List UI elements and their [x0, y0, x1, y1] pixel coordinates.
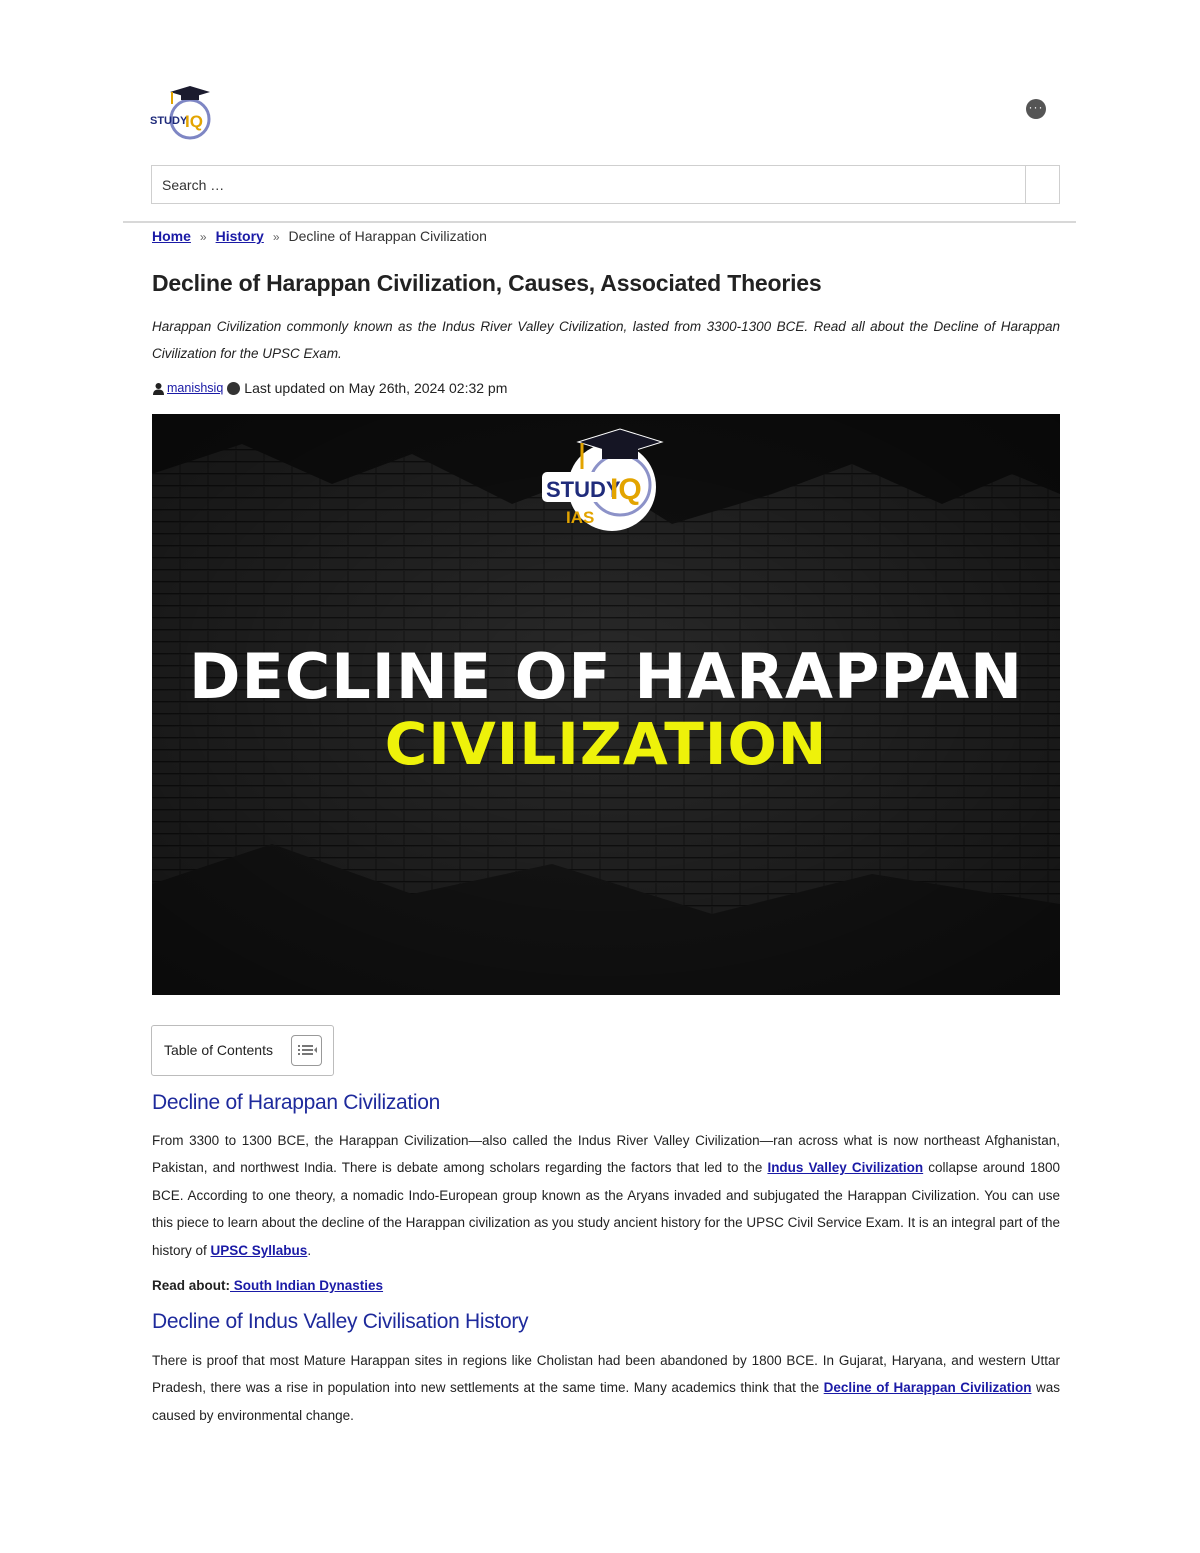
breadcrumb-separator: »	[199, 230, 207, 244]
upsc-syllabus-link[interactable]: UPSC Syllabus	[210, 1242, 308, 1258]
toc-toggle-button[interactable]	[291, 1035, 322, 1066]
hero-logo-study: STUDY	[546, 477, 621, 502]
svg-text:STUDY: STUDY	[150, 115, 188, 127]
section-heading-decline: Decline of Harappan Civilization	[152, 1091, 441, 1114]
decline-harappan-link[interactable]: Decline of Harappan Civilization	[823, 1380, 1032, 1396]
author-icon	[152, 382, 165, 395]
section2-paragraph: There is proof that most Mature Harappan sites in regions like Cholistan had been abandoned by 1800 BCE. In Gujarat, Haryana, and western Uttar Pradesh, there was a rise in population into new settlements at the same time. Many academics think that the Decline of Harappan Civilization was caused by environmental change.	[152, 1353, 1060, 1423]
section1-paragraph: From 3300 to 1300 BCE, the Harappan Civilization—also called the Indus River Valley Civilization—ran across what is now northeast Afghanistan, Pakistan, and northwest India. There is debate among scholars regarding the factors that led to the Indus Valley Civilization collapse around 1800 BCE. According to one theory, a nomadic Indo-European group known as the Aryans invaded and subjugated the Harappan Civilization. You can use this piece to learn about the decline of the Harappan civilization as you study ancient history for the UPSC Civil Service Exam. It is an integral part of the history of UPSC Syllabus.	[152, 1133, 1061, 1258]
last-updated: Last updated on May 26th, 2024 02:32 pm	[244, 380, 508, 396]
studyiq-logo[interactable]	[148, 84, 214, 142]
table-of-contents[interactable]	[151, 1025, 334, 1076]
hero-logo-ias: IAS	[566, 508, 595, 527]
author-link[interactable]: manishsiq	[167, 381, 224, 395]
read-about-label: Read about:	[152, 1278, 231, 1293]
hero-studyiq-ias-logo	[540, 427, 670, 535]
article-meta	[152, 380, 507, 396]
south-indian-dynasties-link[interactable]: South Indian Dynasties	[230, 1278, 384, 1293]
breadcrumb-current: Decline of Harappan Civilization	[288, 228, 487, 244]
list-icon	[292, 1036, 321, 1065]
search-input[interactable]	[152, 166, 1026, 203]
section-heading-history: Decline of Indus Valley Civilisation History	[152, 1310, 529, 1333]
read-about	[152, 1278, 383, 1293]
search-button[interactable]	[1025, 166, 1059, 203]
hero-title-line1: DECLINE OF HARAPPAN	[188, 640, 1024, 713]
breadcrumb-separator: »	[272, 230, 280, 244]
clock-icon	[227, 382, 240, 395]
article-excerpt: Harappan Civilization commonly known as the Indus River Valley Civilization, lasted from 3300-1300 BCE. Read all about the Decline of Harappan Civilization for the UPSC Exam.	[152, 319, 1060, 361]
toc-label: Table of Contents	[164, 1042, 273, 1058]
breadcrumb	[152, 228, 487, 244]
search-bar	[151, 165, 1060, 204]
svg-text:IQ: IQ	[185, 112, 203, 131]
hero-logo-iq: IQ	[610, 473, 642, 506]
breadcrumb-history-link[interactable]: History	[215, 228, 264, 244]
indus-valley-link[interactable]: Indus Valley Civilization	[767, 1160, 924, 1176]
more-menu-icon[interactable]: ···	[1026, 99, 1046, 119]
breadcrumb-home-link[interactable]: Home	[152, 228, 191, 244]
header-divider	[123, 221, 1076, 223]
page-title: Decline of Harappan Civilization, Causes, Associated Theories	[152, 270, 822, 296]
hero-title-line2: CIVILIZATION	[384, 710, 828, 778]
